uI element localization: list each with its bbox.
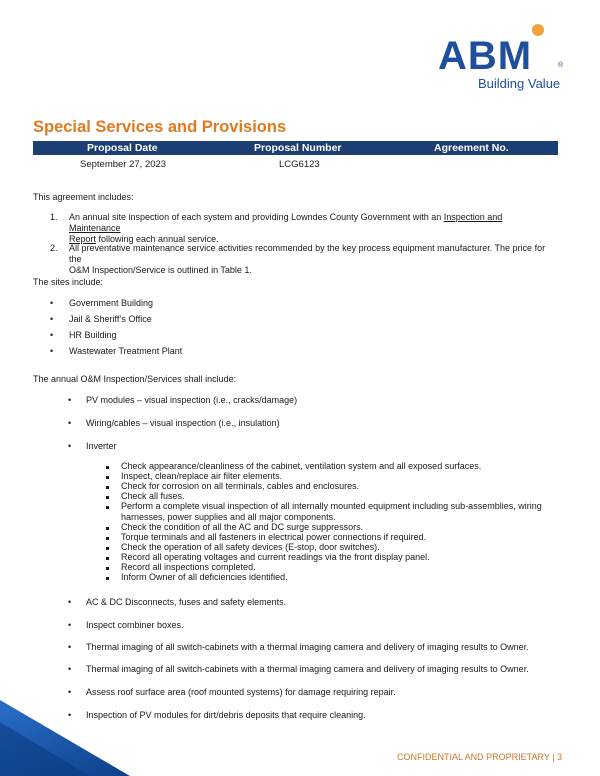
square-bullet-icon — [106, 496, 109, 499]
square-bullet-icon — [106, 547, 109, 550]
item-1-number: 1. — [50, 212, 58, 222]
inverter-item: Check all fuses. — [121, 491, 185, 501]
service-item: Thermal imaging of all switch-cabinets with a thermal imaging camera and delivery of imaging results to Owner. — [86, 664, 529, 674]
inverter-item: Inspect, clean/replace air filter elements. — [121, 471, 283, 481]
inverter-item: Torque terminals and all fasteners in electrical power connections if required. — [121, 532, 427, 542]
inverter-item: Record all operating voltages and current readings via the front display panel. — [121, 552, 430, 562]
logo-wordmark: ABM — [438, 34, 533, 78]
site-item: HR Building — [69, 330, 117, 340]
inverter-item: Record all inspections completed. — [121, 562, 256, 572]
item-2-line-1: All preventative maintenance service activities recommended by the key process equipment manufacturer. The price for the — [69, 243, 546, 264]
inverter-item: Check appearance/cleanliness of the cabinet, ventilation system and all exposed surfaces. — [121, 461, 482, 471]
bullet-icon: • — [68, 441, 72, 451]
bullet-icon: • — [68, 710, 72, 720]
item-1-text-a: An annual site inspection of each system and providing Lowndes County Government with an — [69, 212, 444, 222]
item-2-number: 2. — [50, 243, 58, 253]
site-item: Wastewater Treatment Plant — [69, 346, 183, 356]
square-bullet-icon — [106, 537, 109, 540]
page-footer: CONFIDENTIAL AND PROPRIETARY | 3 — [397, 752, 563, 762]
bullet-icon: • — [68, 642, 72, 652]
bullet-icon: • — [68, 597, 72, 607]
bullet-icon: • — [68, 664, 72, 674]
service-item: Inspection of PV modules for dirt/debris deposits that require cleaning. — [86, 710, 366, 720]
inverter-item: Perform a complete visual inspection of all internally mounted equipment including sub-assemblies, wiring — [121, 501, 542, 511]
bullet-icon: • — [68, 395, 72, 405]
item-2-line-2: O&M Inspection/Service is outlined in Table 1. — [69, 265, 252, 275]
agreement-intro: This agreement includes: — [33, 192, 134, 202]
item-1-link: Inspection and Maintenance — [69, 212, 503, 233]
site-item: Jail & Sheriff’s Office — [69, 314, 152, 324]
logo-dot-icon — [532, 24, 544, 36]
proposal-table-header — [33, 141, 558, 155]
service-item: Inspect combiner boxes. — [86, 620, 184, 630]
service-item: Thermal imaging of all switch-cabinets with a thermal imaging camera and delivery of imaging results to Owner. — [86, 642, 529, 652]
item-2-text — [69, 243, 559, 276]
inverter-item: Inform Owner of all deficiencies identified. — [121, 572, 288, 582]
inverter-item-continuation: harnesses, power supplies and all major components. — [121, 512, 336, 522]
services-intro: The annual O&M Inspection/Services shall include: — [33, 374, 237, 384]
bullet-icon: • — [68, 687, 72, 697]
inverter-item: Check the condition of all the AC and DC surge suppressors. — [121, 522, 364, 532]
cell-proposal-number: LCG6123 — [279, 159, 320, 170]
service-item: PV modules – visual inspection (i.e., cracks/damage) — [86, 395, 298, 405]
cell-proposal-date: September 27, 2023 — [80, 159, 167, 170]
inverter-item: Check for corrosion on all terminals, cables and enclosures. — [121, 481, 360, 491]
inverter-item: Check the operation of all safety devices (E-stop, door switches). — [121, 542, 380, 552]
square-bullet-icon — [106, 527, 109, 530]
bullet-icon: • — [50, 346, 54, 356]
corner-decoration-icon — [0, 700, 130, 776]
bullet-icon: • — [68, 418, 72, 428]
header-agreement-no: Agreement No. — [434, 142, 509, 154]
square-bullet-icon — [106, 476, 109, 479]
bullet-icon: • — [50, 330, 54, 340]
site-item: Government Building — [69, 298, 154, 308]
logo-registered-mark: ® — [558, 62, 564, 69]
square-bullet-icon — [106, 466, 109, 469]
square-bullet-icon — [106, 486, 109, 489]
sites-intro: The sites include: — [33, 277, 104, 287]
item-1-link-2: Report — [69, 234, 97, 244]
header-proposal-number: Proposal Number — [254, 142, 342, 154]
logo-tagline: Building Value — [478, 76, 561, 91]
item-1-text-b: following each annual service. — [96, 234, 219, 244]
item-1-text — [69, 212, 549, 245]
bullet-icon: • — [68, 620, 72, 630]
service-item: Wiring/cables – visual inspection (i.e., insulation) — [86, 418, 280, 428]
square-bullet-icon — [106, 557, 109, 560]
bullet-icon: • — [50, 314, 54, 324]
service-item: Inverter — [86, 441, 117, 451]
abm-logo — [438, 24, 568, 94]
page-title: Special Services and Provisions — [33, 118, 287, 136]
service-item: Assess roof surface area (roof mounted systems) for damage requiring repair. — [86, 687, 396, 697]
header-proposal-date: Proposal Date — [87, 142, 158, 154]
square-bullet-icon — [106, 506, 109, 509]
square-bullet-icon — [106, 567, 109, 570]
square-bullet-icon — [106, 577, 109, 580]
bullet-icon: • — [50, 298, 54, 308]
service-item: AC & DC Disconnects, fuses and safety elements. — [86, 597, 287, 607]
